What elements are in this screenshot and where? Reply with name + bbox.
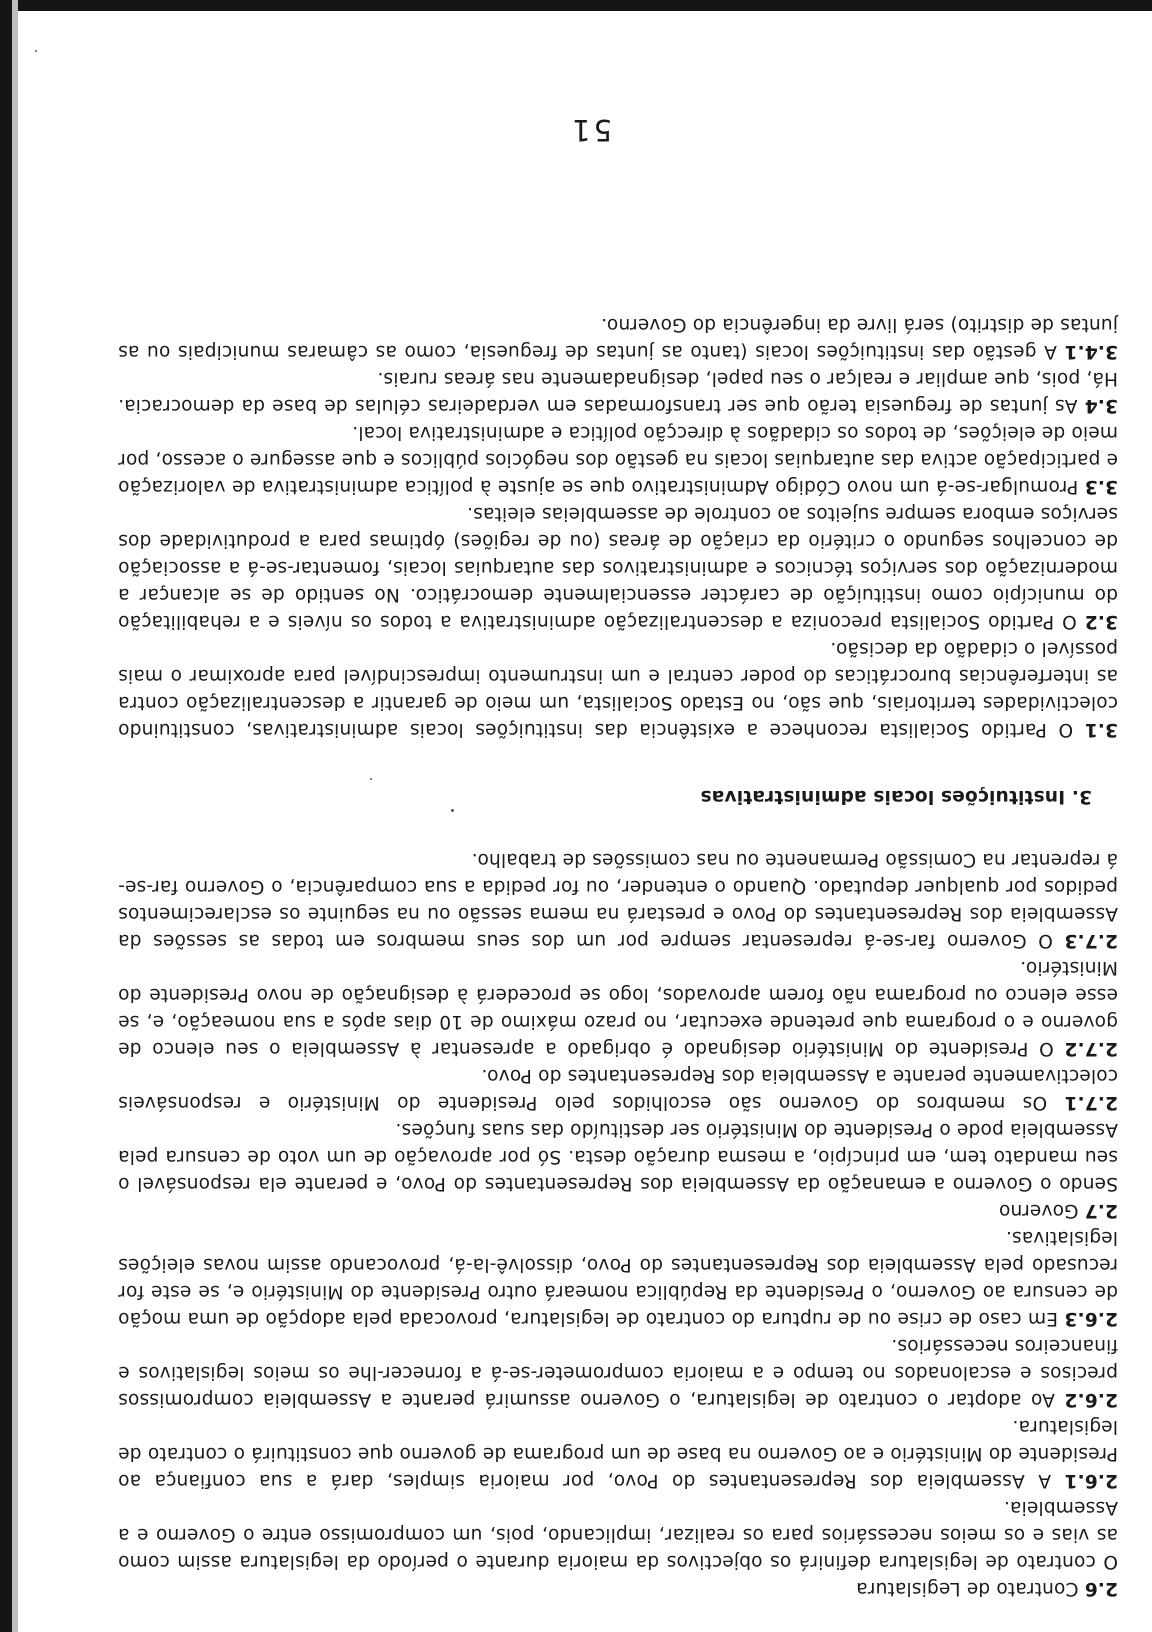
paragraph-number: 2.7 xyxy=(1084,1200,1118,1221)
scan-edge-top xyxy=(0,0,1152,11)
paragraph-number: 3.2 xyxy=(1084,611,1118,632)
paragraph-text: Os membros do Governo são escolhidos pelo Presidente do Ministério e responsáveis colectivamente perante a Assembleia dos Representantes do Povo. xyxy=(118,1065,1118,1113)
paragraph-number: 2.6.2 xyxy=(1064,1389,1118,1410)
section-3-heading: 3. Instituições locais administrativas xyxy=(700,786,1092,807)
paragraph-text: A Assembleia dos Representantes do Povo, por maioria simples, dará a sua confiança ao Presidente do Ministério e ao Governo na base de um programa de governo que constituirá o contrato de legislatura. xyxy=(118,1416,1118,1491)
page-number: 51 xyxy=(569,113,612,147)
paragraph-text: O Presidente do Ministério designado é obrigado a apresentar à Assembleia o seu elenco de governo e o programa que pretende executar, no prazo máximo de 10 dias após a sua nomeação, e, se esse elenco ou programa não forem aprovados, logo se procederá à designação de novo Presidente do Ministério. xyxy=(118,957,1118,1059)
section-2-blocks xyxy=(118,846,1118,1602)
paragraph xyxy=(118,311,1118,365)
scan-edge-left-shadow xyxy=(12,0,18,1632)
paragraph xyxy=(118,1575,1118,1602)
paragraph-number: 3.1 xyxy=(1084,719,1118,740)
paragraph-text: O Governo far-se-á representar sempre por um dos seus membros em todas as sessões da Assembleia dos Representantes do Povo e prestará na mema sessão ou na seguinte os esclarecimentos pedidos por qualquer deputado. Quando o entender, ou for pedida a sua comparência, o Governo far-se-á reprentar na Comissão Permanente ou nas comissões de trabalho. xyxy=(118,849,1118,951)
speck xyxy=(370,778,372,780)
paragraph xyxy=(118,1197,1118,1224)
speck xyxy=(35,50,37,52)
paragraph-text: Governo xyxy=(998,1200,1085,1221)
paragraph-number: 3.4 xyxy=(1084,395,1118,416)
paragraph-text: O contrato de legislatura definirá os objectivos da maioria durante o período da legislatura assim como as vias e os meios necessários para os realizar, implicando, pois, um compromisso entre o Governo e a Assembleia. xyxy=(118,1497,1118,1572)
paragraph-text: Promulgar-se-á um novo Código Administrativo que se ajuste à política administrativa de valorização e participação activa das autarquias locais na gestão dos negócios públicos e que assegure o acesso, por meio de eleições, de todos os cidadãos à direcção política e administrativa local. xyxy=(118,422,1118,497)
paragraph xyxy=(118,1062,1118,1116)
paragraph xyxy=(118,365,1118,419)
paragraph xyxy=(118,419,1118,500)
paragraph xyxy=(118,846,1118,954)
paragraph-number: 2.7.1 xyxy=(1064,1092,1118,1113)
paragraph-text: O Partido Socialista preconiza a descentralização administrativa a todos os níveis e a rehabilitação do município como instituição de carácter essencialmente democrático. No sentido de se alcançar a modernização dos serviços técnicos e administrativos das autarquias locais, fomentar-se-á a associação de concelhos segundo o critério da criação de áreas (ou de regiões) óptimas para a produtividade dos serviços embora sempre sujeitos ao controle de assembleias eleitas. xyxy=(118,503,1118,632)
paragraph-text: Em caso de crise ou de ruptura do contrato de legislatura, provocada pela adopção de uma moção de censura ao Governo, o Presidente da República nomeará outro Presidente do Ministério e, se este for recusado pela Assembleia dos Representantes do Povo, dissolvê-la-á, provocando assim novas eleições legislativas. xyxy=(118,1227,1118,1329)
paragraph xyxy=(118,500,1118,635)
paragraph-text: As juntas de freguesia terão que ser transformadas em verdadeiras células de base da democracia. Há, pois, que ampliar e realçar o seu papel, designadamente nas áreas rurais. xyxy=(118,368,1118,416)
paragraph-text: Contrato de Legislatura xyxy=(856,1578,1085,1599)
paragraph-number: 2.6.3 xyxy=(1064,1308,1118,1329)
paragraph xyxy=(118,954,1118,1062)
paragraph xyxy=(118,1494,1118,1575)
paragraph-text: A gestão das instituições locais (tanto as juntas de freguesia, como as câmaras municipais ou as juntas de distrito) será livre da ingerência do Governo. xyxy=(118,314,1118,362)
speck xyxy=(451,809,454,812)
paragraph-number: 3.3 xyxy=(1084,476,1118,497)
paragraph-number: 3.4.1 xyxy=(1064,341,1118,362)
paragraph xyxy=(118,1332,1118,1413)
paragraph-text: Ao adoptar o contrato de legislatura, o Governo assumirá perante a Assembleia compromissos precisos e escalonados no tempo e a maioria comprometer-se-á a fornecer-lhe os meios legislativos e financeiros necessários. xyxy=(118,1335,1118,1410)
paragraph xyxy=(118,635,1118,743)
paragraph-text: O Partido Socialista reconhece a existência das instituições locais administrativas, constituindo colectividades territoriais, que são, no Estado Socialista, um meio de garantir a descentralização contra as interferências burocráticas do poder central e um instrumento imprescindível para aproximar o mais possível o cidadão da decisão. xyxy=(118,638,1118,740)
paragraph xyxy=(118,1224,1118,1332)
paragraph xyxy=(118,1413,1118,1494)
paragraph-number: 2.6 xyxy=(1084,1578,1118,1599)
scan-edge-left xyxy=(0,0,12,1632)
paragraph-number: 2.6.1 xyxy=(1064,1470,1118,1491)
document-body xyxy=(118,102,1118,1602)
paragraph xyxy=(118,1116,1118,1197)
section-3-blocks xyxy=(118,311,1118,743)
paragraph-number: 2.7.2 xyxy=(1064,1038,1118,1059)
paragraph-text: Sendo o Governo a emanação da Assembleia dos Representantes do Povo, e perante ela responsável o seu mandato tem, em princípio, a mesma duração desta. Só por aprovação de um voto de censura pela Assembleia pode o Presidente do Ministério ser destituído das suas funções. xyxy=(118,1119,1118,1194)
paragraph-number: 2.7.3 xyxy=(1064,930,1118,951)
